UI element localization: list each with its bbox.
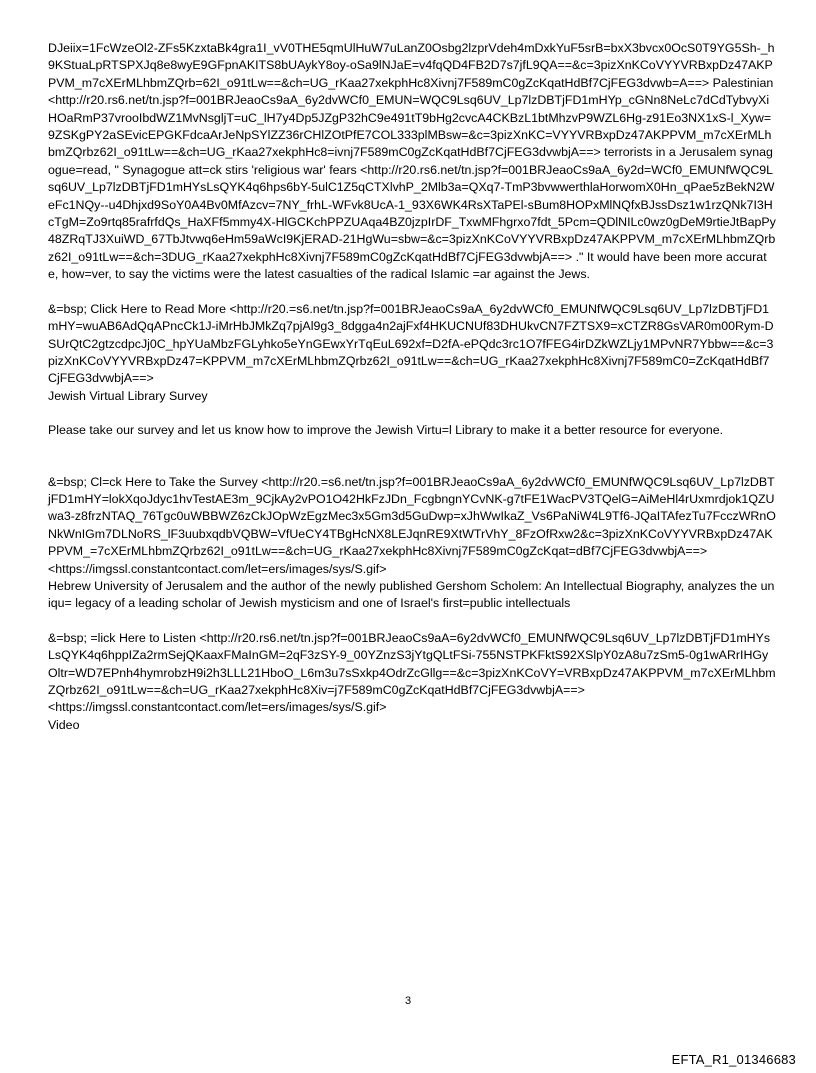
paragraph-spacer (48, 440, 776, 474)
survey-link-block: &=bsp; Cl=ck Here to Take the Survey <http://r20.=s6.net/tn.jsp?f=001BRJeaoCs9aA_6y2dvWCf0_EMUNfWQC9Lsq6UV_Lp7lzDBTjFD1mHY=lokXqoJdyc1hvTestAE3m_9CjkAy2vPO1O42HkFzJDn_FcgbngnYCvNK-g7tFE1WacPV3TQelG=AiMeHl4rUxmrdjok1QZUwa3-z8frzNTAQ_76Tgc0uWBBWZ6zCkJOpWzEgzMec3x5Gm3d5GuDwp=xJhWwIkaZ_Vs6PaNiW4L9Tf6-JQaITAfezTu7FcczWRnONkWnIGm7DLNoRS_lF3uubxqdbVQBW=VfUeCY4TBgHcNX8LEJqnRE9XtWTrVhY_8FzOfRxw2&c=3pizXnKCoVYYVRBxpDz47AKPPVM_=7cXErMLhbmZQrbz62I_o91tLw==&ch=UG_rKaa27xekphHc8Xivnj7F589mC0gZcKqat=dBf7CjFEG3dvwbjA==> (48, 474, 776, 559)
video-label: Video (48, 717, 80, 732)
paragraph-spacer (48, 613, 776, 630)
read-more-link-block: &=bsp; Click Here to Read More <http://r20.=s6.net/tn.jsp?f=001BRJeaoCs9aA_6y2dvWCf0_EMUNfWQC9Lsq6UV_Lp7lzDBTjFD1mHY=wuAB6AdQqAPncCk1J-iMrHbJMkZq7pjAl9g3_8dgga4n2ajFxf4HKUCNUf83DHUkvCN7FZTSX9=xCTZR8GsVAR0m00Rym-DSUrQtC2gtzcdpcJj0C_hpYUaMbzFGLyhko5eYnGEwxYrTqEuL692xf=D2fA-ePQdc3rc1O7fFEG4irDZkWZLjy1MPvNR7Ybbw==&c=3pizXnKCoVYYVRBxpDz47=KPPVM_m7cXErMLhbmZQrbz62I_o91tLw==&ch=UG_rKaa27xekphHc8Xivnj7F589mC0=ZcKqatHdBf7CjFEG3dvwbjA==> (48, 301, 774, 386)
listen-link-block: &=bsp; =lick Here to Listen <http://r20.rs6.net/tn.jsp?f=001BRJeaoCs9aA=6y2dvWCf0_EMUNfWQC9Lsq6UV_Lp7lzDBTjFD1mHYsLsQYK4q6hppIZa2rmSejQKaaxFMaInGM=2qF3zSY-9_00YZnzS3jYtgQLtFSi-755NSTPKFktS92XSlpY0zA8u7zSm5-0g1wARrIHGyOltr=WD7EPnh4hymrobzH9i2h3LLL21HboO_L6m3u7sSxkp4OdrZcGllg==&c=3pizXnKCoVY=VRBxpDz47AKPPVM_m7cXErMLhbmZQrbz62I_o91tLw==&ch=UG_rKaa27xekphHc8Xiv=j7F589mC0gZcKqatHdBf7CjFEG3dvwbjA==> (48, 630, 776, 697)
page-number: 3 (404, 995, 412, 1007)
survey-description: Please take our survey and let us know how to improve the Jewish Virtu=l Library to make it a better resource for everyone. (48, 423, 724, 438)
podcast-description: Hebrew University of Jerusalem and the author of the newly published Gershom Scholem: An Intellectual Biography, analyzes the uniqu= legacy of a leading scholar of Jewish mysticism and one of Israel's first=public intellectuals (48, 578, 775, 611)
paragraph-spacer (48, 284, 776, 301)
survey-heading: Jewish Virtual Library Survey (48, 388, 208, 403)
image-url-line: <https://imgssl.constantcontact.com/let=ers/images/sys/S.gif> (48, 700, 387, 715)
image-url-line: <https://imgssl.constantcontact.com/let=ers/images/sys/S.gif> (48, 561, 387, 576)
email-text-block-1: DJeiix=1FcWzeOl2-ZFs5KzxtaBk4gra1I_vV0THE5qmUlHuW7uLanZ0Osbg2lzprVdeh4mDxkYuF5srB=bxX3bvcx0OcS0T9YG5Sh-_h9KStuaLpRTSPXJq8e8wyE9GFpnAKITS8bUAykY8oy-oSa9lNJaE=v4fqQD4FB2D7s7jfL9QA==&c=3pizXnKCoVYYVRBxpDz47AKPPVM_m7cXErMLhbmZQrb=62I_o91tLw==&ch=UG_rKaa27xekphHc8Xivnj7F589mC0gZcKqatHdBf7CjFEG3dvwb=A==> Palestinian <http://r20.rs6.net/tn.jsp?f=001BRJeaoCs9aA_6y2dvWCf0_EMUN=WQC9Lsq6UV_Lp7lzDBTjFD1mHYp_cGNn8NeLc7dCdTybvyXiHOaRmP37vrooIbdWZ1MvNsgljT=uC_lH7y4Dp5JZgP32hC9e491tT9bHg2cvcA4CKBzL1btMhzvP9WZL6Hg-z91Eo3NX1xS-l_Xyw=9ZSKgPY2aSEvicEPGKFdcaArJeNpSYlZZ36rCHlZOtPfE7COL333plMBsw=&c=3pizXnKC=VYYVRBxpDz47AKPPVM_m7cXErMLhbmZQrbz62I_o91tLw==&ch=UG_rKaa27xekphHc8=ivnj7F589mC0gZcKqatHdBf7CjFEG3dvwbjA==> terrorists in a Jerusalem synagogue=read, " Synagogue att=ck stirs 'religious war' fears <http://r20.rs6.net/tn.jsp?f=001BRJeaoCs9aA_6y2d=WCf0_EMUNfWQC9Lsq6UV_Lp7lzDBTjFD1mHYsLsQYK4q6hps6bY-5ulC1Z5qCTXlvhP_2Mlb3a=QXq7-TmP3bvwwerthlaHorwomX0Hn_qPae5zBekN2WeFc1NQy--u4Dhjxd9SoY0A4Bv0MfAzcv=7NY_frhL-WFvk8UcA-1_93X6WK4RsXTaPEl-sBum8HOPxMlNQfxBJssDsz1w1rzQNk7I3HcTgM=Zo9rtq85rafrfdQs_HaXFf5mmy4X-HlGCKchPPZUAqa4BZ0jzpIrDF_TxwMFhgrxo7fdt_5Pcm=QDlNILc0wz0gDeM9rtieJtBapPy48ZRqTJ3XuiWD_67TbJtvwq6eHm59aWcI9KjERAD-21HgWu=sbw=&c=3pizXnKCoVYYVRBxpDz47AKPPVM_m7cXErMLhbmZQrbz62I_o91tLw==&ch=3DUG_rKaa27xekphHc8Xivnj7F589mC0gZcKqatHdBf7CjFEG3dvwbjA==> ." It would have been more accurate, how=ver, to say the victims were the latest casualties of the radical Islamic =ar against the Jews. (48, 41, 776, 282)
paragraph-spacer (48, 405, 776, 422)
document-body (48, 40, 776, 734)
document-id-footer: EFTA_R1_01346683 (671, 1052, 796, 1067)
